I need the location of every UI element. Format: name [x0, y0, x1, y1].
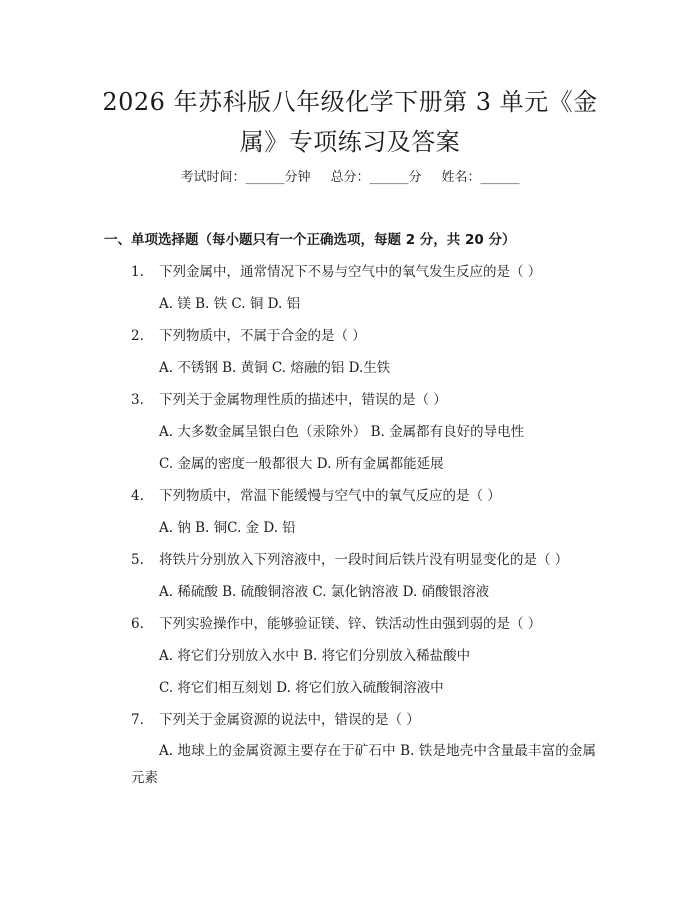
question-number: 5.: [131, 552, 144, 568]
question-text: 下列关于金属物理性质的描述中，错误的是（ ）: [159, 392, 447, 408]
question-5-options: A. 稀硫酸 B. 硫酸铜溶液 C. 氯化钠溶液 D. 硝酸银溶液: [159, 584, 490, 600]
question-5: [131, 550, 568, 570]
question-number: 2.: [131, 328, 144, 344]
question-2-options: A. 不锈钢 B. 黄铜 C. 熔融的铝 D.生铁: [159, 360, 391, 376]
question-number: 4.: [131, 488, 144, 504]
question-number: 7.: [131, 712, 144, 728]
question-number: 3.: [131, 392, 144, 408]
title-line-1: 2026 年苏科版八年级化学下册第 3 单元《金: [102, 88, 598, 116]
question-3-options-line-1: A. 大多数金属呈银白色（汞除外） B. 金属都有良好的导电性: [159, 424, 525, 440]
question-7: [131, 710, 420, 730]
question-1-options: A. 镁 B. 铁 C. 铜 D. 铝: [159, 296, 301, 312]
document-title: [70, 82, 630, 162]
question-6: [131, 614, 541, 634]
question-text: 下列关于金属资源的说法中，错误的是（ ）: [159, 712, 420, 728]
question-text: 下列实验操作中，能够验证镁、锌、铁活动性由强到弱的是（ ）: [159, 616, 542, 632]
question-7-options: A. 地球上的金属资源主要存在于矿石中 B. 铁是地壳中含量最丰富的金属元素: [131, 743, 596, 786]
question-text: 将铁片分别放入下列溶液中，一段时间后铁片没有明显变化的是（ ）: [159, 552, 569, 568]
exam-meta: [0, 168, 700, 188]
question-1: [131, 262, 541, 282]
question-text: 下列物质中，常温下能缓慢与空气中的氧气反应的是（ ）: [159, 488, 501, 504]
question-number: 6.: [131, 616, 144, 632]
student-name: 姓名：______: [441, 170, 520, 185]
question-6-options-line-2: C. 将它们相互刻划 D. 将它们放入硫酸铜溶液中: [159, 680, 444, 696]
question-number: 1.: [131, 264, 144, 280]
question-4: [131, 486, 501, 506]
title-line-2: 属》专项练习及答案: [239, 128, 461, 156]
question-3-options-line-2: C. 金属的密度一般都很大 D. 所有金属都能延展: [159, 456, 444, 472]
question-6-options-line-1: A. 将它们分别放入水中 B. 将它们分别放入稀盐酸中: [159, 648, 471, 664]
exam-time: 考试时间：______分钟: [180, 170, 311, 185]
question-text: 下列物质中，不属于合金的是（ ）: [159, 328, 366, 344]
question-3: [131, 390, 447, 410]
question-text: 下列金属中，通常情况下不易与空气中的氧气发生反应的是（ ）: [159, 264, 542, 280]
question-2: [131, 326, 366, 346]
exam-score: 总分：______分: [330, 170, 422, 185]
question-4-options: A. 钠 B. 铜C. 金 D. 铅: [159, 520, 296, 536]
section-heading: 一、单项选择题（每小题只有一个正确选项，每题 2 分，共 20 分）: [104, 232, 516, 248]
